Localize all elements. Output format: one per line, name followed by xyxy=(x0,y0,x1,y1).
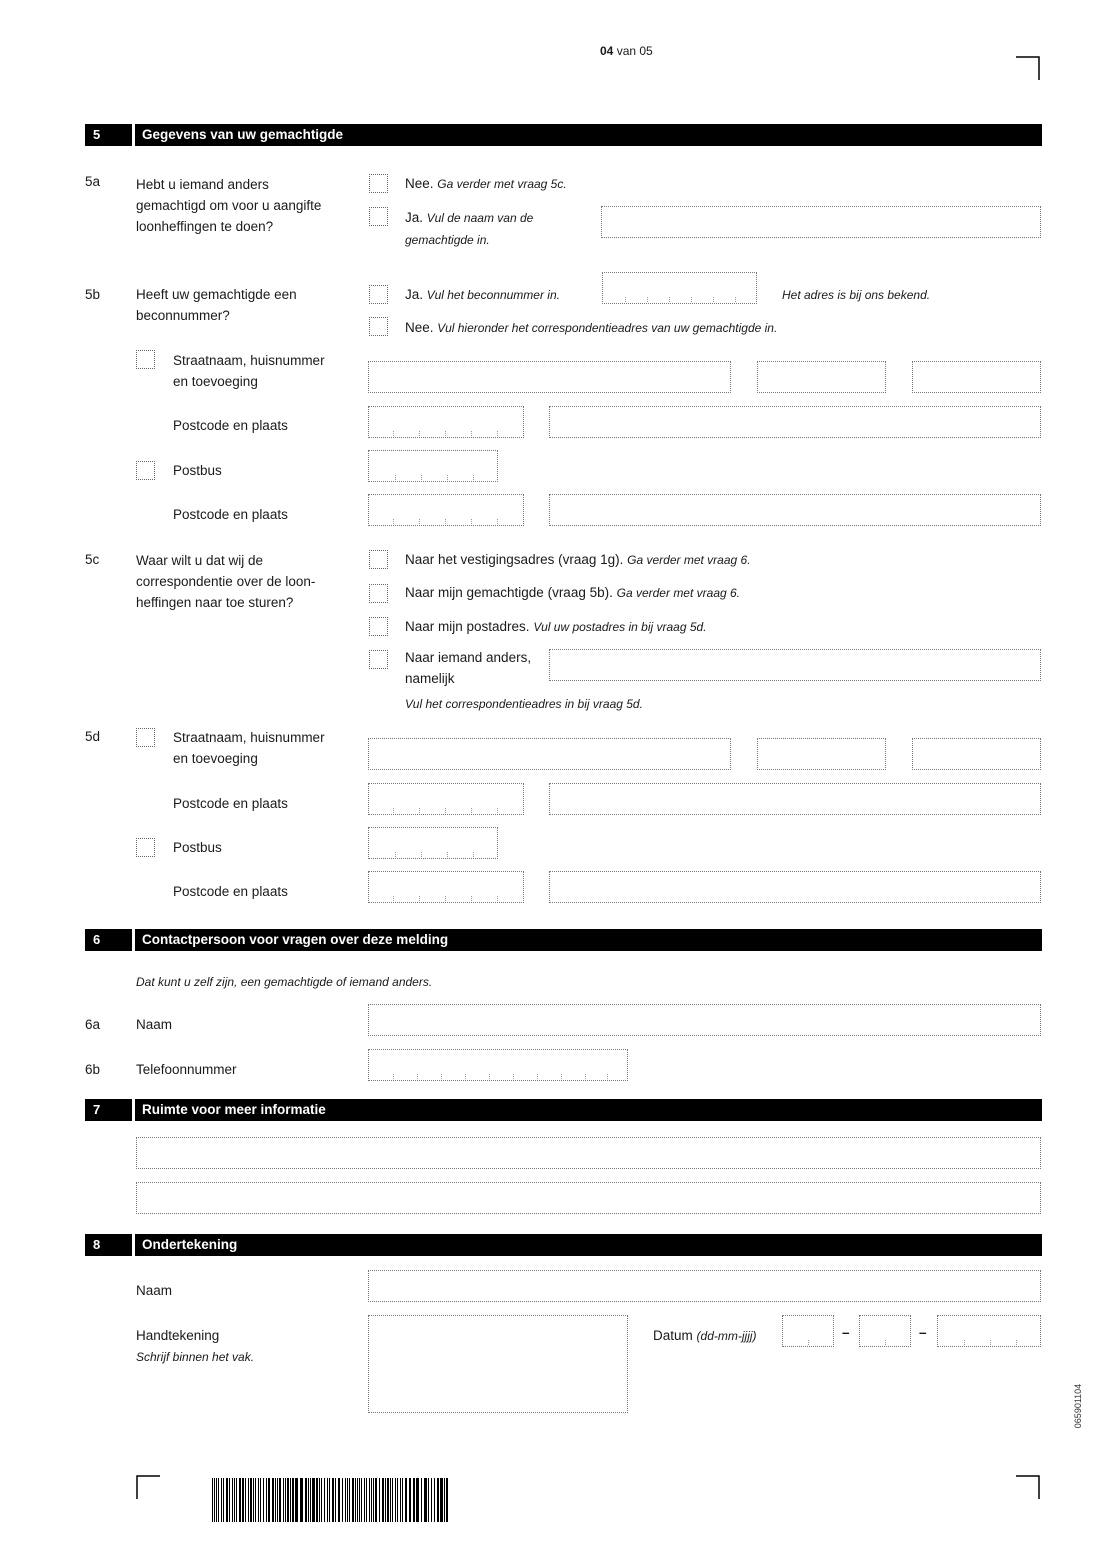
footnote-5c: Vul het correspondentieadres in bij vraag 5d. xyxy=(405,697,643,711)
option-5b-nee xyxy=(405,320,777,335)
question-id-5c: 5c xyxy=(85,552,100,567)
question-id-6a: 6a xyxy=(85,1017,101,1032)
option-5c-vestigingsadres xyxy=(405,552,751,567)
option-5c-postadres xyxy=(405,619,707,634)
checkbox-5a-ja[interactable] xyxy=(369,207,388,226)
option-5b-ja xyxy=(405,287,560,302)
checkbox-5c-vestigingsadres[interactable] xyxy=(369,550,388,569)
question-line: correspondentie over de loon- xyxy=(136,574,316,589)
option-label: Ja. xyxy=(405,210,424,225)
question-5a-text xyxy=(136,174,321,237)
section-8-header xyxy=(85,1234,1042,1256)
straatnaam-field[interactable] xyxy=(368,361,731,393)
telefoonnummer-field[interactable] xyxy=(368,1049,628,1081)
option-label: Ja. xyxy=(405,287,424,302)
section-title: Gegevens van uw gemachtigde xyxy=(142,127,344,142)
page-number: 04 xyxy=(600,44,614,58)
option-5a-ja xyxy=(405,207,533,251)
handtekening-note: Schrijf binnen het vak. xyxy=(136,1350,255,1364)
postcode-field[interactable] xyxy=(368,406,524,438)
postbus-postcode-field[interactable] xyxy=(368,494,524,526)
checkbox-5c-postadres[interactable] xyxy=(369,617,388,636)
section-number: 6 xyxy=(93,932,101,947)
section-divider xyxy=(132,1099,135,1121)
5d-plaats-field[interactable] xyxy=(549,783,1041,815)
label-5d-postbus: Postbus xyxy=(173,840,222,855)
option-note: Vul het beconnummer in. xyxy=(426,288,560,302)
5d-huisnummer-field[interactable] xyxy=(757,738,886,770)
label-5b-postbus: Postbus xyxy=(173,463,222,478)
label-line: en toevoeging xyxy=(173,751,258,766)
label-line: en toevoeging xyxy=(173,374,258,389)
label-5b-postcode-2: Postcode en plaats xyxy=(173,507,288,522)
checkbox-5a-nee[interactable] xyxy=(369,174,388,193)
page-indicator xyxy=(600,44,653,58)
datum-jaar-field[interactable] xyxy=(937,1315,1041,1347)
crop-mark-bottom-right xyxy=(1016,1475,1040,1499)
label-5d-straat xyxy=(173,727,325,769)
section-title: Contactpersoon voor vragen over deze melding xyxy=(142,932,449,947)
option-note: Vul hieronder het correspondentieadres van uw gemachtigde in. xyxy=(437,321,778,335)
label-5d-postcode: Postcode en plaats xyxy=(173,796,288,811)
question-5b-text xyxy=(136,284,297,326)
option-label: Naar iemand anders, xyxy=(405,650,532,665)
postbus-plaats-field[interactable] xyxy=(549,494,1041,526)
option-5c-iemand-anders xyxy=(405,647,531,689)
iemand-anders-naam-field[interactable] xyxy=(549,649,1041,681)
label-6a-naam: Naam xyxy=(136,1017,173,1032)
option-note: Vul de naam van de xyxy=(426,211,534,225)
datum-label xyxy=(653,1328,757,1343)
datum-separator: – xyxy=(842,1325,850,1340)
meer-informatie-field-2[interactable] xyxy=(136,1182,1041,1214)
handtekening-field[interactable] xyxy=(368,1315,628,1413)
checkbox-5b-nee[interactable] xyxy=(369,317,388,336)
question-id-6b: 6b xyxy=(85,1062,101,1077)
section-divider xyxy=(132,1234,135,1256)
question-line: Waar wilt u dat wij de xyxy=(136,553,264,568)
checkbox-5d-straat[interactable] xyxy=(136,728,155,747)
datum-format: (dd-mm-jjjj) xyxy=(696,1329,757,1343)
crop-mark-top-right xyxy=(1016,56,1040,80)
label-6b-telefoon: Telefoonnummer xyxy=(136,1062,237,1077)
label-8-naam: Naam xyxy=(136,1283,173,1298)
meer-informatie-field-1[interactable] xyxy=(136,1137,1041,1169)
label-5b-postcode: Postcode en plaats xyxy=(173,418,288,433)
section-divider xyxy=(132,124,135,146)
contact-naam-field[interactable] xyxy=(368,1004,1041,1036)
option-label: Naar het vestigingsadres (vraag 1g). xyxy=(405,552,624,567)
5d-toevoeging-field[interactable] xyxy=(912,738,1041,770)
option-5a-nee xyxy=(405,176,567,191)
question-5c-text xyxy=(136,550,315,613)
label-5d-postcode-2: Postcode en plaats xyxy=(173,884,288,899)
crop-mark-bottom-left xyxy=(136,1475,160,1499)
section-title: Ondertekening xyxy=(142,1237,238,1252)
option-note: Vul uw postadres in bij vraag 5d. xyxy=(533,620,707,634)
label-line: Straatnaam, huisnummer xyxy=(173,730,325,745)
question-line: loonheffingen te doen? xyxy=(136,219,274,234)
question-line: heffingen naar toe sturen? xyxy=(136,595,294,610)
5d-postbus-postcode-field[interactable] xyxy=(368,871,524,903)
section-6-note: Dat kunt u zelf zijn, een gemachtigde of iemand anders. xyxy=(136,975,433,989)
5d-postcode-field[interactable] xyxy=(368,783,524,815)
question-line: gemachtigd om voor u aangifte xyxy=(136,198,322,213)
checkbox-5b-postbus[interactable] xyxy=(136,461,155,480)
option-label: Nee. xyxy=(405,320,434,335)
section-number: 8 xyxy=(93,1237,101,1252)
gemachtigde-naam-field[interactable] xyxy=(601,206,1041,238)
huisnummer-field[interactable] xyxy=(757,361,886,393)
checkbox-5b-ja[interactable] xyxy=(369,285,388,304)
datum-text: Datum xyxy=(653,1328,693,1343)
toevoeging-field[interactable] xyxy=(912,361,1041,393)
question-line: Hebt u iemand anders xyxy=(136,177,269,192)
option-note: gemachtigde in. xyxy=(405,233,490,247)
option-label: namelijk xyxy=(405,671,455,686)
checkbox-5b-straat[interactable] xyxy=(136,350,155,369)
option-note: Ga verder met vraag 6. xyxy=(627,553,751,567)
form-code: 065901104 xyxy=(1073,1383,1083,1429)
5d-straatnaam-field[interactable] xyxy=(368,738,731,770)
ondertekening-naam-field[interactable] xyxy=(368,1270,1041,1302)
plaats-field[interactable] xyxy=(549,406,1041,438)
option-5c-gemachtigde xyxy=(405,585,740,600)
question-line: Heeft uw gemachtigde een xyxy=(136,287,297,302)
label-5b-straat xyxy=(173,350,325,392)
section-7-header xyxy=(85,1099,1042,1121)
page-total: van 05 xyxy=(616,44,653,58)
section-5-header xyxy=(85,124,1042,146)
beconnummer-field[interactable] xyxy=(602,272,757,304)
datum-maand-field[interactable] xyxy=(859,1315,911,1347)
question-id-5d: 5d xyxy=(85,729,101,744)
question-line: beconnummer? xyxy=(136,308,230,323)
label-handtekening: Handtekening xyxy=(136,1328,220,1343)
section-6-header xyxy=(85,929,1042,951)
5d-postbus-plaats-field[interactable] xyxy=(549,871,1041,903)
option-note: Ga verder met vraag 6. xyxy=(616,586,741,600)
checkbox-5c-iemand-anders[interactable] xyxy=(369,650,388,669)
section-number: 5 xyxy=(93,127,101,142)
section-divider xyxy=(132,929,135,951)
postbus-field[interactable] xyxy=(368,450,498,482)
section-number: 7 xyxy=(93,1102,101,1117)
option-label: Naar mijn postadres. xyxy=(405,619,530,634)
barcode xyxy=(212,1478,452,1523)
datum-separator: – xyxy=(919,1325,927,1340)
label-line: Straatnaam, huisnummer xyxy=(173,353,325,368)
section-title: Ruimte voor meer informatie xyxy=(142,1102,326,1117)
address-known-note: Het adres is bij ons bekend. xyxy=(782,288,931,302)
option-label: Naar mijn gemachtigde (vraag 5b). xyxy=(405,585,613,600)
question-id-5b: 5b xyxy=(85,287,101,302)
checkbox-5d-postbus[interactable] xyxy=(136,838,155,857)
checkbox-5c-gemachtigde[interactable] xyxy=(369,584,388,603)
datum-dag-field[interactable] xyxy=(782,1315,834,1347)
option-label: Nee. xyxy=(405,176,434,191)
question-id-5a: 5a xyxy=(85,174,101,189)
option-note: Ga verder met vraag 5c. xyxy=(437,177,567,191)
5d-postbus-field[interactable] xyxy=(368,827,498,859)
